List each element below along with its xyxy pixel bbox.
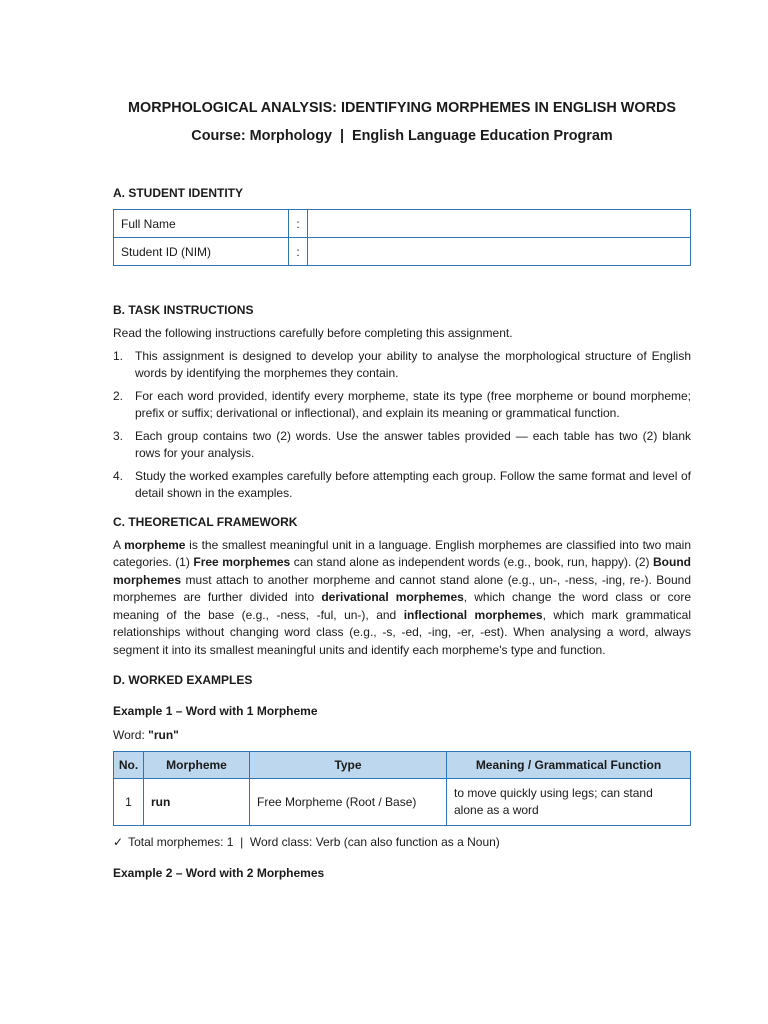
framework-text: is the smallest meaningful unit in a language. English morphemes are classified into two main categories. (1): [113, 537, 691, 569]
example-1-word-line: [113, 727, 691, 743]
cell-meaning: to move quickly using legs; can stand alone as a word: [447, 779, 691, 826]
instruction-number: 2.: [113, 388, 124, 403]
identity-row-student-id: [114, 238, 691, 266]
term-inflectional-morphemes: inflectional morphemes: [403, 607, 543, 622]
example-1-table: [113, 751, 691, 826]
full-name-label: Full Name: [114, 210, 289, 238]
instruction-number: 1.: [113, 348, 124, 363]
example-2-heading: Example 2 – Word with 2 Morphemes: [113, 866, 325, 880]
table-row: [114, 779, 691, 826]
instruction-number: 3.: [113, 428, 124, 443]
framework-text: , which change the word class or core meaning of the base (e.g., -ness, -ful, un-), and: [113, 590, 691, 622]
term-free-morphemes: Free morphemes: [193, 555, 291, 569]
instruction-item: [113, 348, 691, 382]
instruction-text: Study the worked examples carefully before attempting each group. Follow the same format and level of detail shown in the examples.: [135, 468, 691, 500]
instruction-item: [113, 388, 691, 422]
framework-text: can stand alone as independent words (e.g., book, run, happy). (2): [290, 555, 654, 569]
table-header-row: [114, 752, 691, 779]
example-1-heading: Example 1 – Word with 1 Morpheme: [113, 704, 318, 718]
example-1-word: "run": [148, 728, 179, 742]
framework-text: , which mark grammatical relationships without changing word class (e.g., -s, -ed, -ing, -er, -est). When analysing a word, always segment it into its smallest meaningful units and identify each morpheme's type and function.: [113, 607, 692, 657]
term-bound-morphemes: Bound morphemes: [113, 555, 692, 587]
cell-type: Free Morpheme (Root / Base): [250, 779, 447, 826]
full-name-colon: :: [289, 210, 308, 238]
instructions-intro: Read the following instructions carefully before completing this assignment.: [113, 326, 513, 340]
column-header-no: No.: [114, 752, 144, 779]
cell-no: 1: [114, 779, 144, 826]
framework-paragraph: [113, 537, 691, 660]
instruction-number: 4.: [113, 468, 124, 483]
column-header-morpheme: Morpheme: [144, 752, 250, 779]
student-identity-table: [113, 209, 691, 266]
student-id-label: Student ID (NIM): [114, 238, 289, 266]
check-icon: ✓: [113, 835, 124, 849]
section-a-heading: A. STUDENT IDENTITY: [113, 186, 244, 200]
term-derivational-morphemes: derivational morphemes: [321, 590, 464, 604]
section-b-heading: B. TASK INSTRUCTIONS: [113, 303, 254, 317]
column-header-meaning: Meaning / Grammatical Function: [447, 752, 691, 779]
student-id-field[interactable]: [308, 238, 691, 266]
column-header-type: Type: [250, 752, 447, 779]
instruction-text: This assignment is designed to develop your ability to analyse the morphological structure of English words by identifying the morphemes they contain.: [135, 348, 691, 380]
framework-text: A: [113, 537, 125, 552]
section-d-heading: D. WORKED EXAMPLES: [113, 673, 253, 687]
instruction-text: For each word provided, identify every morpheme, state its type (free morpheme or bound morpheme; prefix or suffix; derivational or inflectional), and explain its meaning or grammatical function.: [135, 388, 691, 420]
instruction-text: Each group contains two (2) words. Use the answer tables provided — each table has two (2) blank rows for your analysis.: [135, 428, 691, 460]
document-body: [113, 98, 691, 881]
term-morpheme: morpheme: [124, 537, 186, 552]
instruction-item: [113, 468, 691, 502]
identity-row-full-name: [114, 210, 691, 238]
student-id-colon: :: [289, 238, 308, 266]
cell-morpheme: run: [144, 779, 250, 826]
framework-text: must attach to another morpheme and cannot stand alone (e.g., un-, -ness, -ing, re-). Bound morphemes are further divided into: [113, 572, 691, 604]
example-1-summary: [113, 834, 691, 850]
document-title: MORPHOLOGICAL ANALYSIS: IDENTIFYING MORPHEMES IN ENGLISH WORDS: [128, 100, 676, 116]
instruction-item: [113, 428, 691, 462]
summary-text: Total morphemes: 1 | Word class: Verb (can also function as a Noun): [128, 835, 500, 849]
document-subtitle: Course: Morphology | English Language Education Program: [191, 128, 613, 144]
word-prefix: Word:: [113, 728, 149, 742]
section-c-heading: C. THEORETICAL FRAMEWORK: [113, 514, 298, 529]
instructions-list: [113, 348, 691, 502]
full-name-field[interactable]: [308, 210, 691, 238]
